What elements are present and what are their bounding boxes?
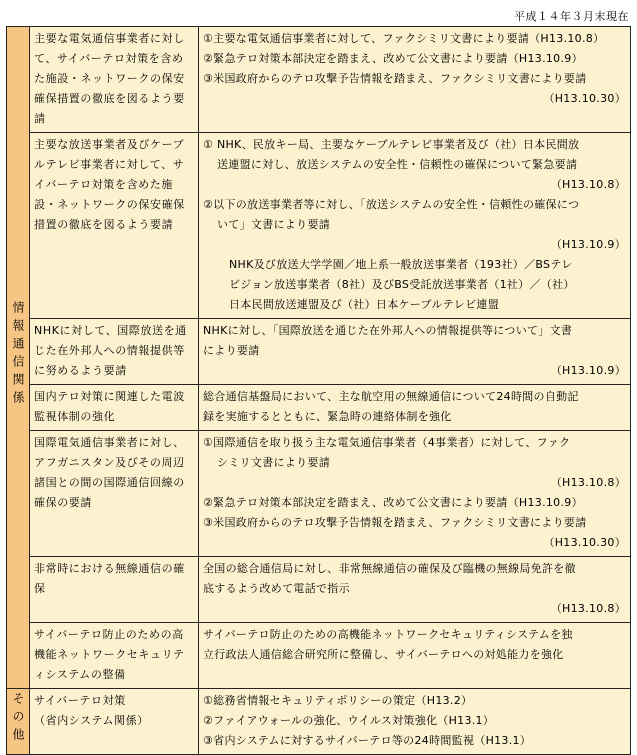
detail-line: 総合通信基盤局において、主な航空用の無線通信について24時間の自動記: [203, 390, 579, 403]
detail-line: ① NHK、民放キー局、主要なケーブルテレビ事業者及び（社）日本民間放: [203, 138, 580, 151]
measure-item-text: 主要な電気通信事業者に対して、サイバーテロ対策を含めた施設・ネットワークの保安確保措置の徹底を図るよう要請: [34, 32, 185, 125]
measure-item-text: 主要な放送事業者及びケーブルテレビ事業者に対して、サイバーテロ対策を含めた施設・ネットワークの保安確保措置の徹底を図るよう要請: [34, 138, 185, 231]
detail-line: 全国の総合通信局に対し、非常無線通信の確保及び臨機の無線局免許を徹: [203, 562, 576, 575]
category-text: 情報通信関係: [11, 300, 25, 409]
detail-line: ②緊急テロ対策本部決定を踏まえ、改めて公文書により要請（H13.10.9）: [203, 496, 583, 509]
measure-item: [30, 623, 199, 689]
detail-date: （H13.10.9）: [550, 364, 626, 377]
table-row: [7, 689, 631, 755]
as-of-date: 平成１４年３月末現在: [514, 10, 629, 23]
detail-line: NHK及び放送大学学園／地上系一般放送事業者（193社）／BSテレ: [229, 258, 573, 271]
measure-item: [30, 557, 199, 623]
detail-date: （H13.10.9）: [550, 238, 626, 251]
table-row: [7, 319, 631, 385]
measure-item-text: 国内テロ対策に関連した電波監視体制の強化: [34, 390, 185, 423]
detail-line: ②緊急テロ対策本部決定を踏まえ、改めて公文書により要請（H13.10.9）: [203, 52, 583, 65]
table-row: [7, 27, 631, 133]
detail-date: （H13.10.8）: [550, 602, 626, 615]
measure-detail: [199, 689, 631, 755]
category-label: [7, 27, 30, 689]
measure-item-text: 国際電気通信事業者に対し、アフガニスタン及びその周辺諸国との間の国際通信回線の確保の要請: [34, 436, 185, 509]
category-label: [7, 689, 30, 755]
measure-detail: [199, 623, 631, 689]
measure-item-text: （省内システム関係）: [34, 714, 149, 727]
detail-line: 日本民間放送連盟及び（社）日本ケーブルテレビ連盟: [229, 298, 499, 311]
table-row: [7, 431, 631, 557]
measure-detail: [199, 27, 631, 133]
measure-detail: [199, 133, 631, 319]
detail-line: 底するよう改めて電話で指示: [203, 582, 350, 595]
measure-detail: [199, 319, 631, 385]
table-row: [7, 385, 631, 431]
detail-line: 録を実施するとともに、緊急時の連絡体制を強化: [203, 410, 452, 423]
measure-item: [30, 133, 199, 319]
detail-date: （H13.10.8）: [550, 476, 626, 489]
detail-line: シミリ文書により要請: [217, 456, 330, 469]
measure-item: [30, 319, 199, 385]
measure-item: [30, 689, 199, 755]
measure-item-text: サイバーテロ対策: [34, 694, 126, 707]
table-row: [7, 133, 631, 319]
measure-item-text: サイバーテロ防止のための高機能ネットワークセキュリティシステムの整備: [34, 628, 185, 681]
measure-item-text: 非常時における無線通信の確保: [34, 562, 185, 595]
detail-line: ②以下の放送事業者等に対し、「放送システムの安全性・信頼性の確保につ: [203, 198, 580, 211]
detail-date: （H13.10.30）: [543, 92, 626, 105]
measure-item: [30, 385, 199, 431]
category-text: その他: [11, 691, 25, 746]
table-row: [7, 623, 631, 689]
detail-line: ②ファイアウォールの強化、ウイルス対策強化（H13.1）: [203, 714, 495, 727]
table-row: [7, 557, 631, 623]
detail-date: （H13.10.30）: [543, 536, 626, 549]
detail-date: （H13.10.8）: [550, 178, 626, 191]
measure-detail: [199, 431, 631, 557]
detail-line: ①国際通信を取り扱う主な電気通信事業者（4事業者）に対して、ファク: [203, 436, 571, 449]
detail-line: ビジョン放送事業者（8社）及びBS受託放送事業者（1社）／（社）: [229, 278, 575, 291]
detail-line: いて」文書により要請: [217, 218, 330, 231]
measure-detail: [199, 557, 631, 623]
detail-line: ③米国政府からのテロ攻撃予告情報を踏まえ、ファクシミリ文書により要請: [203, 72, 587, 85]
detail-line: ①総務省情報セキュリティポリシーの策定（H13.2）: [203, 694, 473, 707]
detail-line: サイバーテロ防止のための高機能ネットワークセキュリティシステムを独: [203, 628, 573, 641]
measures-table: [6, 26, 631, 755]
measure-item: [30, 27, 199, 133]
detail-line: ③米国政府からのテロ攻撃予告情報を踏まえ、ファクシミリ文書により要請: [203, 516, 587, 529]
detail-line: NHKに対し、「国際放送を通じた在外邦人への情報提供等について」文書: [203, 324, 573, 337]
measure-item: [30, 431, 199, 557]
measure-detail: [199, 385, 631, 431]
detail-line: 立行政法人通信総合研究所に整備し、サイバーテロへの対処能力を強化: [203, 648, 564, 661]
measure-item-text: NHKに対して、国際放送を通じた在外邦人への情報提供等に努めるよう要請: [34, 324, 187, 377]
detail-line: ①主要な電気通信事業者に対して、ファクシミリ文書により要請（H13.10.8）: [203, 32, 605, 45]
detail-line: ③省内システムに対するサイバーテロ等の24時間監視（H13.1）: [203, 734, 532, 747]
detail-line: 送連盟に対し、放送システムの安全性・信頼性の確保について緊急要請: [217, 158, 578, 171]
detail-line: により要請: [203, 344, 260, 357]
